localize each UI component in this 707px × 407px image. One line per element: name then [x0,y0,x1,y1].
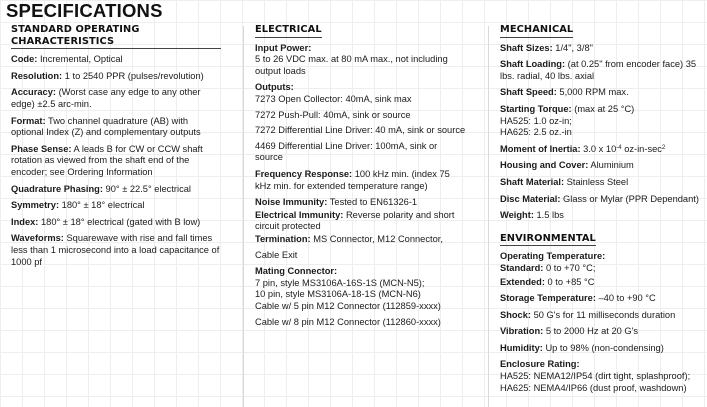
spec-label: Resolution: [11,70,63,81]
spec-moment-of-inertia [500,144,705,156]
section-heading: MECHANICAL [500,24,573,38]
spec-starting-torque [500,104,705,139]
spec-operating-temperature [500,251,705,288]
spec-label: Weight: [500,210,534,221]
spec-label: Housing and Cover: [500,160,589,171]
spec-label: Shaft Sizes: [500,42,553,53]
spec-value: –40 to +90 °C [598,293,656,304]
spec-value: 1.5 lbs [536,210,564,221]
spec-label: Outputs: [255,82,294,93]
spec-value: Incremental, Optical [39,54,123,65]
spec-value: Tested to EN61326-1 [329,197,418,208]
section-heading: STANDARD OPERATING CHARACTERISTICS [11,24,221,49]
spec-format [11,116,221,139]
spec-label: Storage Temperature: [500,293,596,304]
spec-label: Index: [11,216,39,227]
spec-label: Operating Temperature: [500,251,606,262]
spec-value: 1 to 2540 PPR (pulses/revolution) [64,70,204,81]
spec-symmetry [11,200,221,212]
spec-shaft-loading [500,59,705,82]
spec-phase-sense [11,144,221,179]
spec-shaft-material [500,177,705,189]
spec-vibration [500,326,705,338]
connector-line: 10 pin, style MS3106A-18-1S (MCN-N6) [255,289,421,300]
spec-label: Enclosure Rating: [500,359,580,370]
spec-value: (max at 25 °C) [574,103,635,114]
spec-value: 50 G's for 11 milliseconds duration [533,309,676,320]
page-title: SPECIFICATIONS [6,0,163,21]
spec-label: Standard: [500,262,544,273]
output-line: 4469 Differential Line Driver: 100mA, sink or source [255,140,438,163]
spec-label: Shaft Speed: [500,87,557,98]
spec-label: Input Power: [255,42,312,53]
spec-storage-temperature [500,293,705,305]
column-divider [243,26,244,407]
section-heading: ELECTRICAL [255,24,322,38]
spec-shock [500,310,705,322]
column-divider [488,26,489,407]
spec-value: 3.0 x 10 [583,143,617,154]
spec-humidity [500,343,705,355]
spec-exponent: -4 [616,144,622,151]
spec-quadrature-phasing [11,184,221,196]
torque-line: HA525: 1.0 oz-in; [500,115,572,126]
spec-label: Electrical Immunity: [255,209,344,220]
spec-label: Extended: [500,276,545,287]
spec-value: 5 to 26 VDC max. at 80 mA max., not including output loads [255,54,448,76]
section-heading: ENVIRONMENTAL [500,233,596,247]
spec-waveforms [11,233,221,268]
spec-value: Stainless Steel [566,176,629,187]
spec-label: Mating Connector: [255,266,338,277]
spec-mating-connector [255,266,467,329]
spec-housing [500,160,705,172]
enclosure-line: HA525: NEMA12/IP54 (dirt tight, splashproof); [500,371,691,382]
spec-enclosure-rating [500,359,705,394]
spec-label: Accuracy: [11,87,56,98]
connector-line: 7 pin, style MS3106A-16S-1S (MCN-N5); [255,277,425,288]
spec-value: (Worst case any edge to any other edge) ±2.5 arc-min. [11,87,201,109]
spec-termination [255,234,467,261]
spec-label: Quadrature Phasing: [11,183,103,194]
spec-label: Phase Sense: [11,143,72,154]
spec-value: A leads B for CW or CCW shaft rotation as viewed from the shaft end of the encoder; see Ordering Information [11,143,203,177]
connector-line: Cable w/ 5 pin M12 Connector (112859-xxxx) [255,300,441,311]
spec-label: Shaft Loading: [500,59,566,70]
connector-line: Cable w/ 8 pin M12 Connector (112860-xxxx) [255,317,441,328]
spec-value: Up to 98% (non-condensing) [545,342,664,353]
spec-unit-exponent: 2 [661,144,666,151]
spec-shaft-speed [500,87,705,99]
spec-index [11,217,221,229]
spec-accuracy [11,87,221,110]
mechanical-section [500,24,705,395]
spec-value: 5,000 RPM max. [559,87,629,98]
spec-label: Vibration: [500,326,544,337]
spec-input-power [255,43,467,78]
spec-value: 0 to +70 °C; [545,262,596,273]
spec-label: Termination: [255,233,311,244]
spec-value: Reverse polarity and short circuit protected [255,209,455,232]
spec-value: Cable Exit [255,249,298,260]
spec-weight [500,210,705,222]
spec-electrical-immunity [255,210,467,233]
spec-label: Symmetry: [11,200,60,211]
spec-label: Format: [11,115,46,126]
spec-value: 90° ± 22.5° electrical [105,183,191,194]
spec-value: Squarewave with rise and fall times less than 1 microsecond into a load capacitance of 1000 pf [11,233,220,267]
spec-label: Frequency Response: [255,168,353,179]
spec-value: MS Connector, M12 Connector, [313,233,443,244]
spec-disc-material [500,194,705,206]
spec-label: Noise Immunity: [255,197,328,208]
spec-value: 100 kHz min. (index 75 kHz min. for extended temperature range) [255,168,450,191]
spec-label: Starting Torque: [500,103,572,114]
spec-value: Aluminium [590,160,634,171]
output-line: 7272 Push-Pull: 40mA, sink or source [255,109,411,120]
spec-unit: oz-in-sec [621,143,662,154]
output-line: 7273 Open Collector: 40mA, sink max [255,93,412,104]
spec-value: Glass or Mylar (PPR Dependant) [563,193,699,204]
spec-label: Waveforms: [11,233,64,244]
spec-outputs [255,82,467,164]
spec-label: Shaft Material: [500,176,565,187]
torque-line: HA625: 2.5 oz.-in [500,127,572,138]
spec-label: Moment of Inertia: [500,143,581,154]
spec-label: Humidity: [500,342,543,353]
spec-label: Shock: [500,309,531,320]
spec-code [11,54,221,66]
spec-value: 5 to 2000 Hz at 20 G's [545,326,639,337]
spec-label: Code: [11,54,38,65]
spec-frequency-response [255,169,467,192]
output-line: 7272 Differential Line Driver: 40 mA, sink or source [255,125,466,136]
electrical-section [255,24,467,330]
operating-characteristics-section [11,24,221,273]
spec-value: Two channel quadrature (AB) with optional Index (Z) and complementary outputs [11,115,201,138]
spec-label: Disc Material: [500,193,561,204]
spec-value: 180° ± 18° electrical [61,200,145,211]
spec-value: 1/4", 3/8" [555,42,593,53]
spec-value: (at 0.25" from encoder face) 35 lbs. radial, 40 lbs. axial [500,59,697,81]
enclosure-line: HA625: NEMA4/IP66 (dust proof, washdown) [500,382,687,393]
spec-value: 180° ± 18° electrical (gated with B low) [40,216,201,227]
spec-value: 0 to +85 °C [547,276,595,287]
spec-shaft-sizes [500,43,705,55]
spec-resolution [11,71,221,83]
spec-noise-immunity [255,197,467,209]
